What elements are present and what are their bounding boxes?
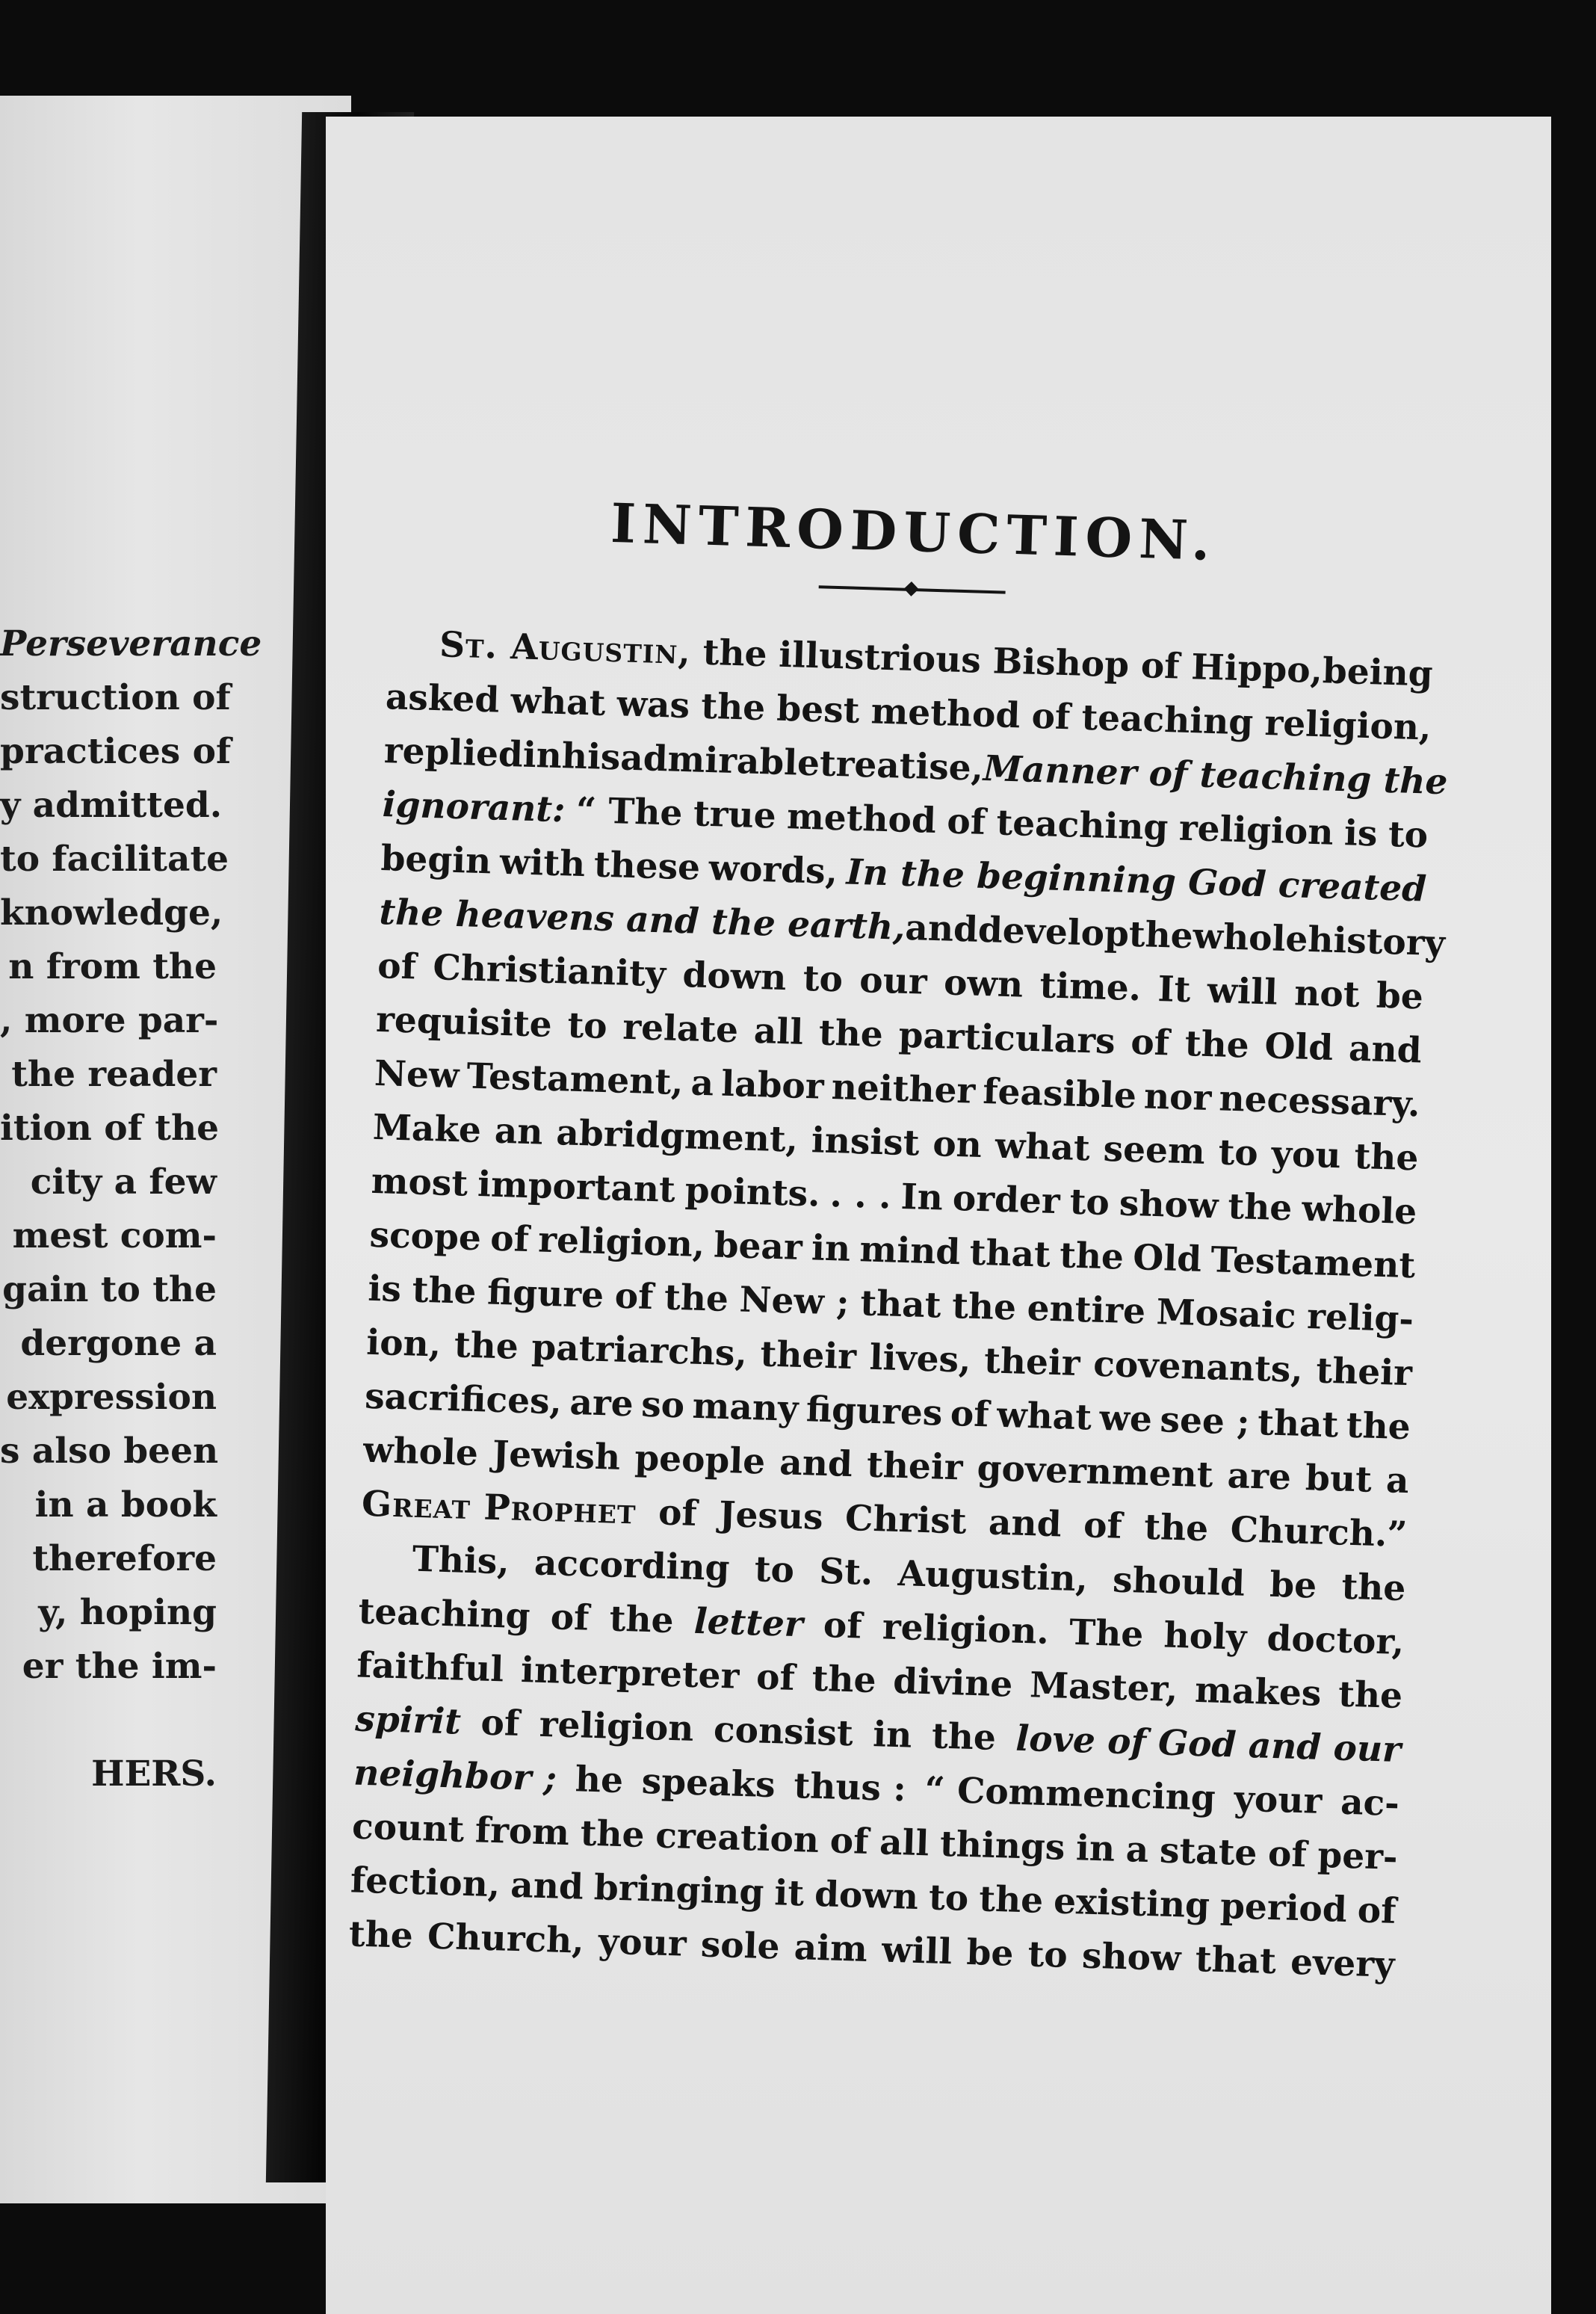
word: their	[1315, 1350, 1413, 1395]
word: religion,	[1264, 703, 1432, 749]
word: of	[1357, 1889, 1397, 1932]
word: thus :	[793, 1765, 907, 1810]
word: bear	[713, 1224, 803, 1268]
word: that	[1257, 1402, 1340, 1446]
word: our	[859, 960, 928, 1003]
word: asked	[385, 676, 501, 721]
word: in	[811, 1227, 851, 1270]
word: consist	[713, 1709, 854, 1755]
word: necessary.	[1218, 1078, 1421, 1126]
word: In the beginning God created	[845, 851, 1427, 910]
word: Church,	[427, 1916, 585, 1962]
left-line: , more par-	[0, 1000, 219, 1041]
word: are	[569, 1381, 634, 1425]
word: of	[1140, 645, 1181, 688]
word: Bishop	[992, 641, 1130, 686]
word: ignorant:	[381, 784, 566, 831]
left-line: city a few	[30, 1161, 217, 1203]
word: period	[1219, 1885, 1348, 1931]
word: of	[946, 800, 986, 843]
word: Old	[1132, 1237, 1202, 1280]
word: it	[773, 1872, 805, 1915]
word: feasible	[982, 1071, 1137, 1117]
word: aim	[794, 1927, 868, 1970]
word: doctor,	[1266, 1617, 1405, 1664]
word: according	[533, 1542, 731, 1590]
word: Christ	[844, 1497, 968, 1543]
word: Manner of teaching the	[983, 747, 1449, 803]
word: the	[700, 685, 766, 729]
word: replied	[383, 730, 524, 776]
word: In	[900, 1176, 944, 1219]
word: creation	[655, 1815, 820, 1861]
word: Hippo,being	[1190, 647, 1434, 695]
word: order	[952, 1177, 1061, 1223]
word: Church.”	[1229, 1509, 1408, 1556]
left-line: HERS.	[91, 1753, 217, 1795]
word: of	[549, 1596, 590, 1639]
word: teaching	[1080, 697, 1255, 744]
word: speaks	[641, 1760, 776, 1807]
word: of	[1030, 695, 1071, 738]
word: religion.	[882, 1606, 1050, 1653]
word: teaching	[995, 802, 1169, 849]
left-line: dergone a	[20, 1323, 217, 1364]
word: St.	[818, 1550, 874, 1593]
left-line	[0, 1694, 217, 1747]
left-line: the reader	[11, 1054, 217, 1095]
right-page	[326, 117, 1551, 2314]
word: spirit	[354, 1698, 462, 1743]
word: all	[879, 1821, 930, 1865]
word: insist	[811, 1120, 921, 1164]
word: with	[499, 841, 586, 886]
word: of	[1130, 1021, 1170, 1064]
word: the	[978, 1878, 1044, 1922]
word: It	[1157, 968, 1192, 1011]
word: requisite	[375, 999, 553, 1046]
word: ac-	[1340, 1781, 1400, 1824]
word: mind	[859, 1229, 962, 1274]
word: what	[996, 1394, 1092, 1439]
word: a	[690, 1062, 714, 1105]
word: will	[881, 1929, 953, 1973]
word: treatise,	[819, 743, 984, 789]
word: a	[1125, 1829, 1150, 1872]
word: but	[1305, 1457, 1373, 1501]
word: holy	[1163, 1614, 1248, 1659]
word: Testament,	[466, 1055, 684, 1104]
body-text	[348, 617, 1449, 1993]
word: nor	[1143, 1076, 1213, 1120]
word: The	[1068, 1611, 1145, 1656]
word: relig-	[1306, 1296, 1414, 1341]
word: the	[608, 1598, 675, 1642]
left-line: gain to the	[2, 1269, 217, 1310]
left-line: to facilitate	[0, 839, 229, 880]
left-line: n from the	[8, 946, 217, 987]
word: of	[823, 1605, 863, 1647]
word: illustrious	[778, 634, 982, 682]
word: the	[579, 1812, 646, 1857]
left-line: s also been	[0, 1431, 219, 1472]
word: will	[1206, 969, 1278, 1013]
word: from	[474, 1809, 570, 1854]
word: New	[374, 1052, 460, 1097]
page-title: INTRODUCTION.	[610, 490, 1218, 573]
word: divine	[892, 1660, 1014, 1706]
word: we	[1098, 1397, 1153, 1440]
left-line: knowledge,	[0, 892, 223, 934]
left-line: ition of the	[0, 1108, 220, 1149]
word: love of God and our	[1015, 1718, 1402, 1771]
word: a	[1385, 1460, 1410, 1502]
word: the	[348, 1913, 414, 1957]
word: the	[664, 1277, 729, 1321]
word: neighbor ;	[353, 1752, 557, 1800]
word: is	[367, 1268, 402, 1311]
word: of	[950, 1392, 990, 1436]
word: every	[1290, 1941, 1396, 1986]
word: This,	[412, 1538, 510, 1583]
word: the	[1184, 1023, 1250, 1067]
word: Mosaic	[1155, 1292, 1297, 1337]
word: to	[1217, 1132, 1259, 1175]
word: true	[693, 793, 777, 837]
word: sole	[700, 1924, 781, 1968]
word: whole	[1192, 916, 1309, 960]
word: patriarchs,	[531, 1327, 748, 1374]
word: whole	[362, 1429, 479, 1475]
word: their	[866, 1444, 964, 1489]
word: on	[932, 1123, 983, 1167]
word: makes	[1194, 1669, 1323, 1715]
word: whole	[1301, 1188, 1417, 1233]
word: the	[454, 1324, 519, 1368]
word: many	[691, 1385, 799, 1430]
left-line: therefore	[32, 1538, 217, 1579]
word: was	[616, 683, 690, 727]
left-line: expression	[6, 1377, 217, 1418]
word: are	[1226, 1455, 1292, 1499]
word: figure	[486, 1271, 604, 1317]
word: of	[1267, 1833, 1308, 1876]
word: important	[477, 1164, 676, 1211]
word: of	[1083, 1505, 1123, 1547]
word: . . .	[829, 1174, 892, 1218]
word: the	[818, 1012, 884, 1056]
ornament-diamond-icon	[904, 581, 919, 596]
word: words,	[708, 848, 838, 893]
word: interpreter	[520, 1650, 740, 1697]
left-line: y, hoping	[38, 1592, 217, 1633]
word: figures	[805, 1389, 944, 1434]
word: of	[377, 945, 417, 988]
word: Jewish	[492, 1433, 621, 1478]
word: the	[1346, 1404, 1411, 1448]
word: what	[995, 1125, 1091, 1170]
word: the	[1128, 913, 1194, 957]
word: Testament	[1210, 1239, 1416, 1287]
word: of	[480, 1702, 521, 1745]
word: the	[931, 1715, 997, 1759]
word: and	[510, 1864, 584, 1908]
word: faithful	[356, 1644, 505, 1691]
word: entire	[1026, 1287, 1146, 1333]
word: of	[658, 1492, 698, 1534]
left-line: Perseverance	[0, 623, 262, 664]
word: all	[753, 1010, 804, 1053]
word: Jesus	[718, 1493, 824, 1538]
word: the	[702, 632, 768, 676]
word: show	[1081, 1935, 1182, 1980]
word: you	[1270, 1133, 1342, 1177]
word: of	[755, 1656, 796, 1699]
word: an	[494, 1110, 544, 1153]
word: to	[802, 957, 844, 1001]
left-page-text	[0, 617, 262, 1801]
word: time.	[1039, 965, 1142, 1010]
word: so	[640, 1383, 685, 1427]
word: down	[681, 954, 788, 999]
word: teaching	[357, 1591, 531, 1638]
word: Master,	[1029, 1664, 1179, 1711]
word: things	[939, 1823, 1066, 1869]
word: the	[1353, 1135, 1420, 1179]
right-page-text	[348, 490, 1449, 1993]
word: the	[1337, 1673, 1403, 1718]
word: people	[634, 1437, 766, 1483]
word: see ;	[1159, 1399, 1251, 1443]
word: to	[754, 1549, 795, 1591]
word: to	[1027, 1934, 1068, 1976]
word: count	[351, 1806, 466, 1851]
word: relate	[622, 1006, 739, 1052]
word: of	[489, 1218, 530, 1261]
word: “ Commencing	[924, 1769, 1216, 1819]
word: that	[968, 1232, 1051, 1276]
word: that	[859, 1283, 942, 1327]
word: history	[1307, 919, 1446, 965]
word: the heavens and the earth,	[378, 891, 906, 948]
word: Old	[1264, 1025, 1334, 1069]
word: his	[561, 735, 622, 779]
word: sacrifices,	[364, 1375, 563, 1423]
word: their	[759, 1333, 857, 1378]
word: be	[1376, 975, 1424, 1018]
word: neither	[831, 1067, 977, 1112]
word: per-	[1317, 1834, 1399, 1878]
word: the	[1059, 1235, 1125, 1278]
word: the	[1227, 1185, 1293, 1229]
word: the	[411, 1269, 477, 1313]
word: New ;	[738, 1279, 850, 1324]
word: religion,	[537, 1219, 706, 1266]
word: their	[983, 1340, 1081, 1385]
word: and	[1348, 1028, 1423, 1072]
word: to	[1388, 814, 1429, 857]
word: government	[976, 1448, 1214, 1496]
word: own	[943, 962, 1024, 1006]
word: the	[811, 1658, 877, 1702]
word: your	[598, 1921, 687, 1965]
word: the	[1340, 1566, 1407, 1610]
word: state	[1159, 1830, 1258, 1875]
left-line: er the im-	[22, 1646, 217, 1687]
word: the	[1143, 1506, 1209, 1550]
word: method	[870, 691, 1021, 737]
word: abridgment,	[555, 1112, 799, 1161]
word: scope	[368, 1214, 482, 1259]
word: be	[965, 1931, 1015, 1975]
word: and	[779, 1442, 853, 1486]
word: that	[1195, 1939, 1277, 1983]
word: particulars	[897, 1014, 1116, 1063]
left-line: mest com-	[12, 1215, 217, 1256]
word: ion,	[365, 1321, 442, 1366]
word: of	[613, 1275, 655, 1318]
title-ornament	[818, 578, 1005, 599]
left-line: in a book	[34, 1484, 217, 1525]
word: what	[510, 680, 607, 724]
left-line: practices of	[0, 731, 232, 772]
word: develop	[977, 909, 1130, 955]
word: to	[1068, 1181, 1110, 1224]
word: not	[1293, 972, 1361, 1016]
word: Augustin,	[897, 1552, 1089, 1600]
word: most	[371, 1160, 468, 1205]
word: labor	[720, 1063, 825, 1108]
word: best	[776, 688, 861, 732]
word: begin	[380, 838, 492, 883]
word: he	[575, 1759, 624, 1802]
word: your	[1233, 1778, 1323, 1822]
word: in	[522, 734, 563, 777]
word: “ The	[575, 789, 684, 834]
word: points.	[684, 1170, 821, 1215]
word: fection,	[350, 1860, 501, 1906]
word: and	[988, 1502, 1063, 1546]
word: in	[1075, 1827, 1116, 1870]
word: in	[872, 1714, 913, 1756]
word: Make	[372, 1106, 482, 1152]
word: covenants,	[1092, 1343, 1304, 1391]
word: the	[951, 1285, 1017, 1329]
word: existing	[1053, 1880, 1210, 1927]
word: Great Prophet	[361, 1483, 637, 1533]
word: religion	[539, 1703, 695, 1750]
word: and	[904, 907, 979, 951]
word: to	[566, 1005, 608, 1048]
word: seem	[1102, 1128, 1206, 1173]
word: religion	[1178, 807, 1334, 854]
word: to	[928, 1877, 969, 1919]
word: St. Augustin,	[439, 624, 692, 673]
word: be	[1269, 1564, 1317, 1607]
word: of	[829, 1820, 870, 1863]
word: lives,	[868, 1336, 972, 1381]
word: should	[1112, 1559, 1246, 1605]
word: bringing	[593, 1867, 765, 1913]
word: down	[814, 1873, 919, 1918]
word: method	[786, 796, 937, 842]
left-line: y admitted.	[0, 785, 223, 826]
word: these	[593, 844, 701, 889]
word: admirable	[619, 737, 820, 785]
word: Christianity	[432, 947, 666, 996]
left-line: struction of	[0, 677, 231, 718]
word: show	[1119, 1182, 1219, 1227]
word: is	[1343, 812, 1379, 855]
word: letter	[693, 1600, 804, 1646]
